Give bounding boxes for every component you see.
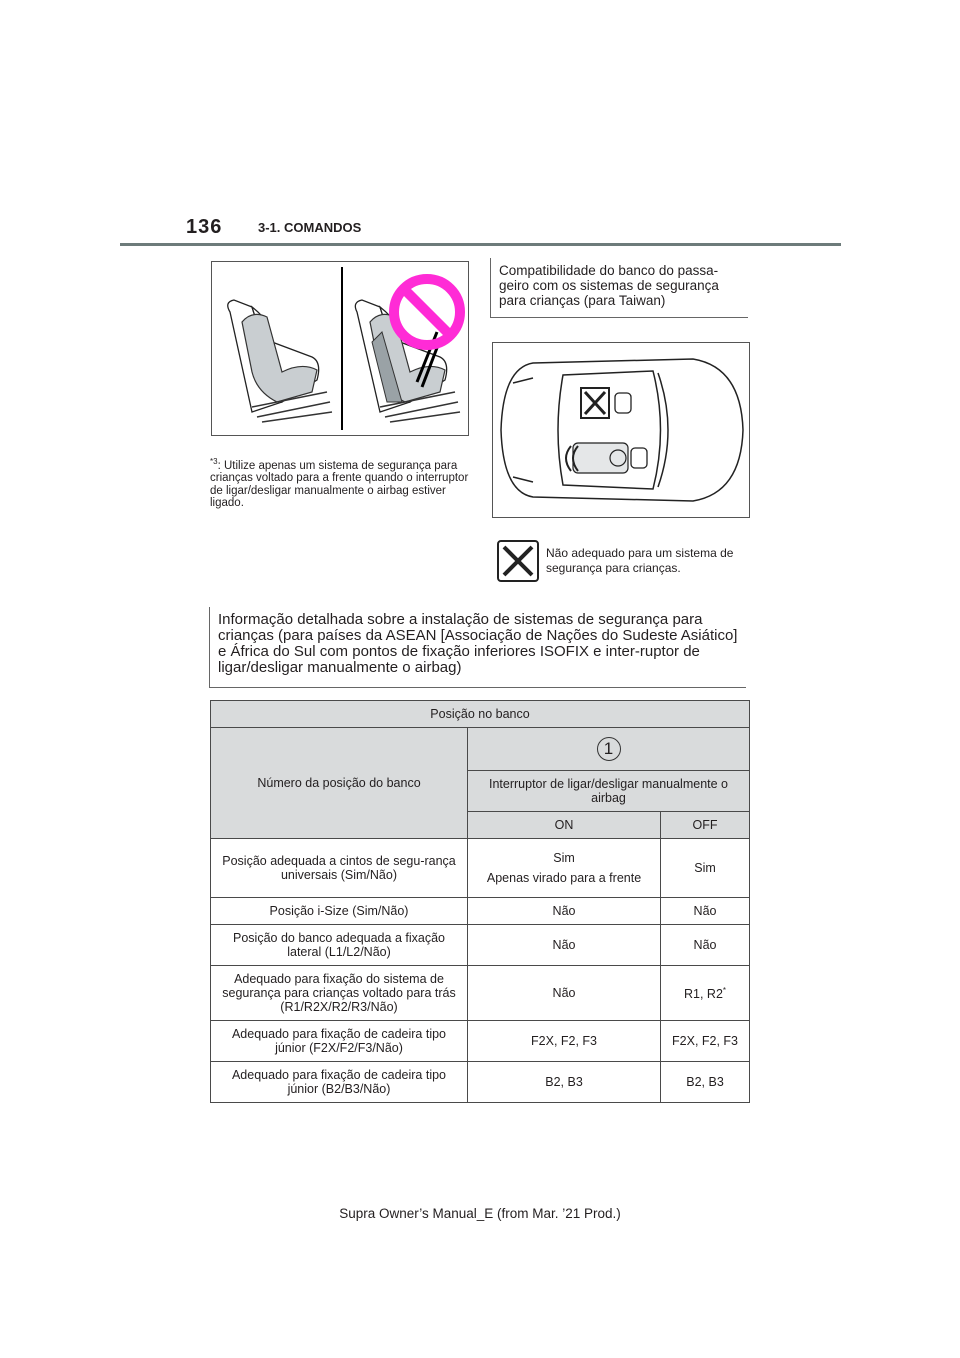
footnote-mark: *3: [210, 457, 218, 466]
position-row-label: Número da posição do banco: [211, 728, 468, 839]
page-footer: Supra Owner’s Manual_E (from Mar. ’21 Prod.): [339, 1206, 621, 1221]
footnote: [210, 456, 470, 510]
legend-text: Não adequado para um sistema de segurança para crianças.: [546, 546, 734, 575]
airbag-switch-label: Interruptor de ligar/desligar manualmente o airbag: [468, 771, 750, 812]
legend-cross-icon: [497, 540, 539, 582]
cross-box-icon: [581, 388, 609, 418]
header-rule: [120, 243, 841, 246]
page-number: 136: [186, 216, 223, 238]
child-seat-drawing: [212, 262, 468, 435]
table-row: Posição i-Size (Sim/Não) Não Não: [211, 898, 750, 925]
position-number-icon: 1: [597, 737, 621, 761]
car-diagram: [492, 342, 750, 518]
col-off: OFF: [661, 812, 750, 839]
footnote-text: : Utilize apenas um sistema de segurança para crianças voltado para a frente quando o interruptor de ligar/desligar manualmente o airbag estiver ligado.: [210, 459, 469, 510]
compat-note: Compatibilidade do banco do passa-geiro com os sistemas de segurança para crianças (para Taiwan): [490, 258, 748, 318]
table-title: Posição no banco: [211, 701, 750, 728]
seat-position-table: [210, 700, 750, 1103]
seat-illustration: [211, 261, 469, 436]
col-on: ON: [468, 812, 661, 839]
table-row: Adequado para fixação do sistema de segurança para crianças voltado para trás (R1/R2X/R2/R3/Não) Não R1, R2*: [211, 966, 750, 1021]
table-row: Posição adequada a cintos de segu-rança universais (Sim/Não) Sim Apenas virado para a frente Sim: [211, 839, 750, 898]
info-heading: Informação detalhada sobre a instalação de sistemas de segurança para crianças (para países da ASEAN [Associação de Nações do Sudeste Asiático] e África do Sul com pontos de fixação inferiores ISOFIX e inter-ruptor de ligar/desligar manualmente o airbag): [209, 607, 746, 688]
table-row: Adequado para fixação de cadeira tipo júnior (F2X/F2/F3/Não) F2X, F2, F3 F2X, F2, F3: [211, 1021, 750, 1062]
table-row: Posição do banco adequada a fixação lateral (L1/L2/Não) Não Não: [211, 925, 750, 966]
table-row: Adequado para fixação de cadeira tipo júnior (B2/B3/Não) B2, B3 B2, B3: [211, 1062, 750, 1103]
section-title: 3-1. COMANDOS: [258, 220, 362, 235]
prohibition-icon: [394, 279, 460, 345]
